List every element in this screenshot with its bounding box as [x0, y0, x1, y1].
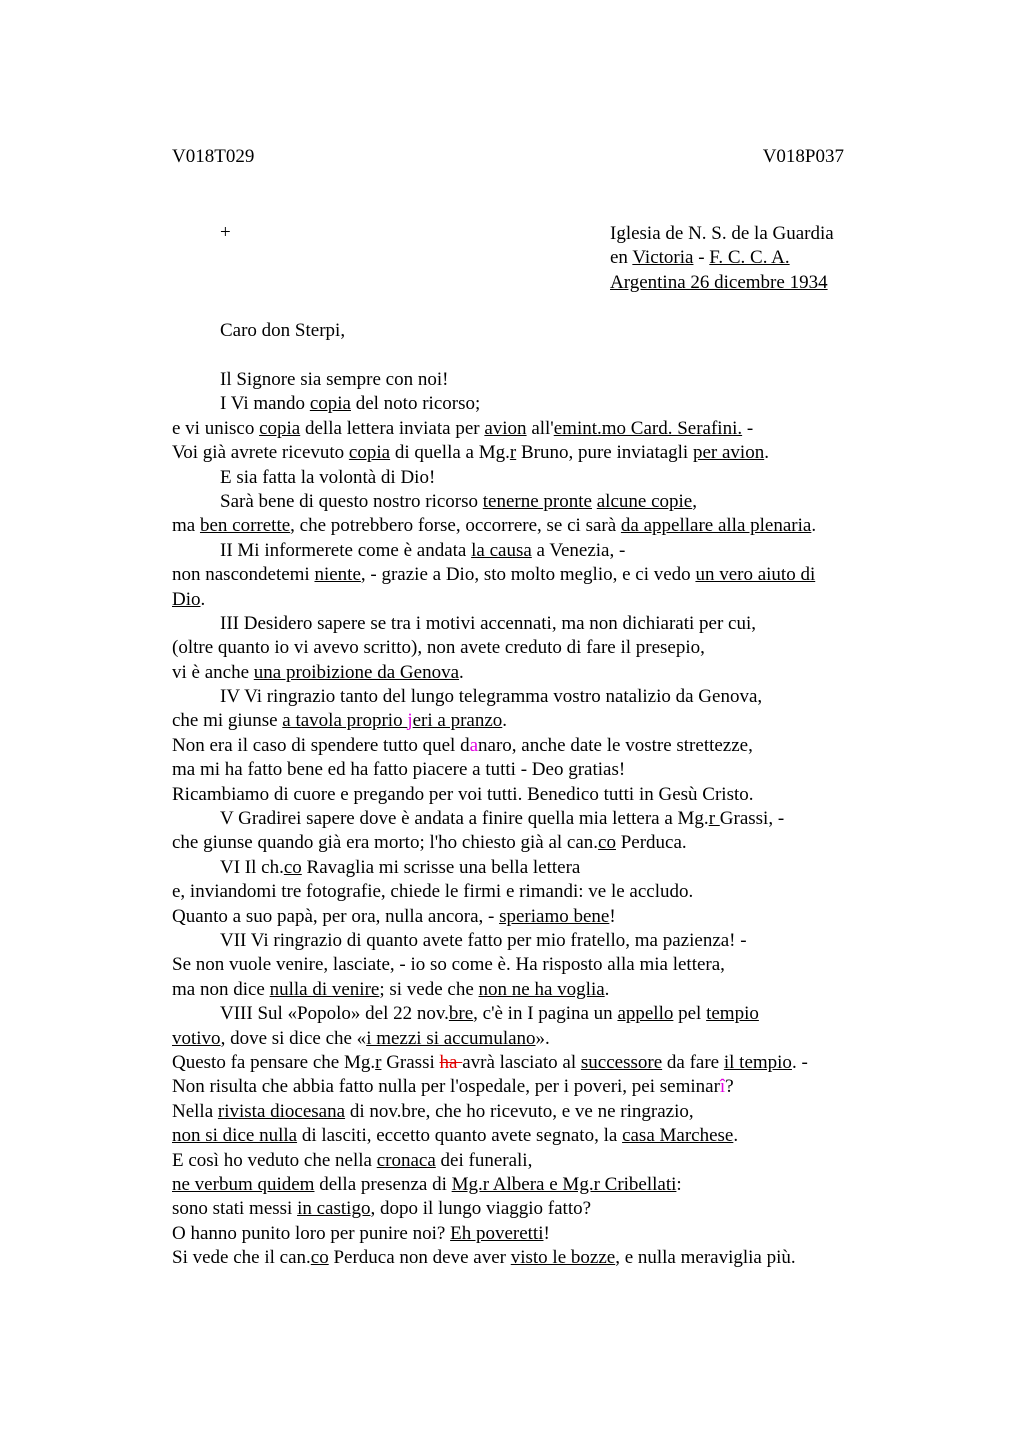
text-span: di lasciti, eccetto quanto avete segnato, la — [297, 1125, 623, 1147]
body-line — [172, 1002, 892, 1026]
text-span: . — [604, 978, 610, 1000]
text-span: , che potrebbero forse, occorrere, se ci sarà — [290, 515, 621, 537]
body-line: IV Vi ringrazio tanto del lungo telegramma vostro natalizio da Genova, — [220, 686, 763, 708]
text-span: ? — [725, 1076, 734, 1098]
text-span: r — [509, 442, 517, 464]
text-span: Mg.r Albera e Mg.r Cribellati — [451, 1173, 677, 1195]
text-span: non si dice nulla — [172, 1125, 298, 1147]
sender-address — [610, 222, 890, 295]
text-span: , dove si dice che « — [220, 1027, 367, 1049]
body-line: ma mi ha fatto bene ed ha fatto piacere a tutti - Deo gratias! — [172, 759, 626, 781]
body-line — [172, 392, 892, 416]
text-span: tenerne pronte — [482, 490, 592, 512]
text-span: ! — [609, 905, 616, 927]
text-span: II Mi informerete come è andata — [220, 539, 472, 561]
text-span: da fare — [662, 1051, 724, 1073]
text-span: Voi già avrete ricevuto — [172, 442, 349, 464]
text-span: casa Marchese — [622, 1125, 734, 1147]
text-span: r — [708, 808, 720, 830]
text-span: nulla di venire — [269, 978, 380, 1000]
text-span: ! — [543, 1222, 550, 1244]
header-left-code: V018T029 — [172, 146, 255, 167]
address-date-line: Argentina 26 dicembre 1934 — [610, 271, 828, 293]
text-span: a — [469, 734, 479, 756]
text-span: di quella a Mg. — [390, 442, 510, 464]
text-span: che giunse quando già era morto; l'ho chiesto già al can. — [172, 832, 599, 854]
text-span: co — [310, 1247, 329, 1269]
text-span: successore — [580, 1051, 663, 1073]
text-span: Si vede che il can. — [172, 1247, 311, 1269]
text-span: che mi giunse — [172, 710, 283, 732]
text-span: dei funerali, — [435, 1149, 533, 1171]
text-span: e vi unisco — [172, 417, 260, 439]
salutation: Caro don Sterpi, — [220, 320, 346, 341]
text-span: Grassi — [381, 1051, 440, 1073]
text-span: votivo — [172, 1027, 221, 1049]
text-span: alcune copie — [596, 490, 693, 512]
text-span: . — [764, 442, 769, 464]
text-span: una proibizione da Genova — [253, 661, 459, 683]
text-span: E così ho veduto che nella — [172, 1149, 377, 1171]
body-line — [172, 563, 892, 587]
body-line: Il Signore sia sempre con noi! — [220, 369, 449, 390]
text-span: copia — [259, 417, 301, 439]
struck-text: ha — [439, 1051, 463, 1073]
text-span: î — [719, 1076, 726, 1098]
text-span: un vero aiuto di — [695, 564, 816, 586]
body-line: e, inviandomi tre fotografie, chiede le firmi e rimandi: ve le accludo. — [172, 881, 694, 903]
text-span: Dio — [172, 588, 201, 610]
text-span: I Vi mando — [220, 393, 310, 415]
text-span: ma — [172, 515, 200, 537]
text-span: ». — [535, 1027, 550, 1049]
text-span: a Venezia, - — [531, 539, 626, 561]
text-span: di nov.bre, che ho ricevuto, e ve ne ringrazio, — [345, 1100, 694, 1122]
text-span: ben corrette — [199, 515, 291, 537]
body-line: E sia fatta la volontà di Dio! — [220, 466, 436, 488]
body-line — [172, 1222, 892, 1246]
text-span: emint.mo Card. Serafini. — [553, 417, 743, 439]
body-line — [172, 905, 892, 929]
body-line — [172, 1124, 892, 1148]
text-span: pel — [673, 1003, 707, 1025]
text-span: , e nulla meraviglia più. — [615, 1247, 796, 1269]
body-line: III Desidero sapere se tra i motivi accennati, ma non dichiarati per cui, — [220, 612, 756, 634]
text-span: Nella — [172, 1100, 218, 1122]
text-span: sono stati messi — [172, 1198, 298, 1220]
text-span: j — [407, 710, 413, 732]
text-span: bre — [448, 1003, 474, 1025]
body-line — [172, 441, 892, 465]
body-line — [172, 1027, 892, 1051]
text-span: rivista diocesana — [217, 1100, 346, 1122]
text-span: non nascondetemi — [172, 564, 315, 586]
text-span: Ravaglia mi scrisse una bella lettera — [301, 856, 581, 878]
text-span: Perduca non deve aver — [328, 1247, 511, 1269]
text-span: da appellare alla plenaria — [620, 515, 812, 537]
text-span: cronaca — [376, 1149, 436, 1171]
text-span: - — [742, 417, 754, 439]
text-span: appello — [617, 1003, 674, 1025]
text-span: O hanno punito loro per punire noi? — [172, 1222, 451, 1244]
cross-mark: + — [220, 222, 231, 243]
text-span: r — [375, 1051, 382, 1073]
body-line — [172, 1051, 892, 1075]
text-span: , — [692, 490, 697, 512]
body-line — [172, 514, 892, 538]
text-span: copia — [309, 393, 351, 415]
text-span: visto le bozze — [510, 1247, 616, 1269]
body-line — [172, 831, 892, 855]
text-span: della lettera inviata per — [300, 417, 485, 439]
text-span: . — [459, 661, 464, 683]
body-line: (oltre quanto io vi avevo scritto), non avete creduto di fare il presepio, — [172, 637, 705, 659]
text-span: , - grazie a Dio, sto molto meglio, e ci vedo — [360, 564, 696, 586]
body-line — [172, 734, 892, 758]
text-span: . - — [791, 1051, 808, 1073]
letter-body — [172, 368, 892, 1270]
body-line — [172, 490, 892, 514]
text-span: VIII Sul «Popolo» del 22 nov. — [220, 1003, 449, 1025]
body-line — [172, 1100, 892, 1124]
text-span: la causa — [471, 539, 532, 561]
text-span: ma non dice — [172, 978, 270, 1000]
body-line — [172, 539, 892, 563]
text-span: eri a pranzo — [412, 710, 503, 732]
text-span: i mezzi si accumulano — [366, 1027, 536, 1049]
body-line — [172, 1149, 892, 1173]
body-line: Ricambiamo di cuore e pregando per voi tutti. Benedico tutti in Gesù Cristo. — [172, 783, 754, 805]
text-span: all' — [526, 417, 554, 439]
text-span: a tavola proprio — [282, 710, 408, 732]
text-span: Sarà bene di questo nostro ricorso — [220, 490, 483, 512]
text-span: in castigo — [297, 1198, 371, 1220]
text-span: Perduca. — [615, 832, 687, 854]
text-span: V Gradirei sapere dove è andata a finire quella mia lettera a Mg. — [220, 808, 709, 830]
text-span: Non era il caso di spendere tutto quel d — [172, 734, 470, 756]
address-fcca: F. C. C. A. — [709, 247, 790, 269]
body-line — [172, 1075, 892, 1099]
text-span: Non risulta che abbia fatto nulla per l'ospedale, per i poveri, pei seminar — [172, 1076, 720, 1098]
text-span: . — [733, 1125, 739, 1147]
address-text: en — [610, 247, 633, 269]
text-span: del noto ricorso; — [350, 393, 481, 415]
body-line — [172, 1246, 892, 1270]
text-span: . — [200, 588, 206, 610]
address-victoria: Victoria — [632, 247, 694, 269]
body-line — [172, 1173, 892, 1197]
text-span: non ne ha voglia — [478, 978, 605, 1000]
text-span: ; si vede che — [379, 978, 479, 1000]
body-line — [172, 1197, 892, 1221]
body-line — [172, 709, 892, 733]
body-line: VII Vi ringrazio di quanto avete fatto per mio fratello, ma pazienza! - — [220, 929, 747, 951]
text-span: , dopo il lungo viaggio fatto? — [370, 1198, 592, 1220]
body-line — [172, 856, 892, 880]
text-span: niente — [314, 564, 361, 586]
text-span: Eh poveretti — [450, 1222, 544, 1244]
text-span: co — [598, 832, 616, 854]
text-span: per avion — [692, 442, 765, 464]
text-span: tempio — [706, 1003, 759, 1025]
text-span: Bruno, pure inviatagli — [516, 442, 693, 464]
body-line: Se non vuole venire, lasciate, - io so come è. Ha risposto alla mia lettera, — [172, 954, 725, 976]
text-span: ne verbum quidem — [172, 1173, 315, 1195]
text-span: avrà lasciato al — [462, 1051, 581, 1073]
header-right-code: V018P037 — [762, 146, 844, 167]
text-span: speriamo bene — [499, 905, 610, 927]
text-span: : — [676, 1173, 682, 1195]
address-text: - — [693, 247, 710, 269]
text-span: avion — [484, 417, 527, 439]
text-span: co — [283, 856, 302, 878]
text-span: il tempio — [723, 1051, 792, 1073]
body-line — [172, 588, 892, 612]
body-line — [172, 807, 892, 831]
body-line — [172, 417, 892, 441]
text-span: vi è anche — [172, 661, 254, 683]
text-span: . — [811, 515, 817, 537]
text-span: copia — [348, 442, 391, 464]
address-line-1: Iglesia de N. S. de la Guardia — [610, 223, 834, 244]
body-line — [172, 978, 892, 1002]
text-span: Questo fa pensare che Mg. — [172, 1051, 376, 1073]
body-line — [172, 661, 892, 685]
text-span: Grassi, - — [719, 808, 785, 830]
address-line-2 — [610, 246, 890, 270]
text-span: Quanto a suo papà, per ora, nulla ancora, - — [172, 905, 500, 927]
text-span: VI Il ch. — [220, 856, 284, 878]
text-span: , c'è in I pagina un — [473, 1003, 618, 1025]
text-span: della presenza di — [314, 1173, 452, 1195]
text-span: naro, anche date le vostre strettezze, — [478, 734, 753, 756]
text-span: . — [502, 710, 508, 732]
